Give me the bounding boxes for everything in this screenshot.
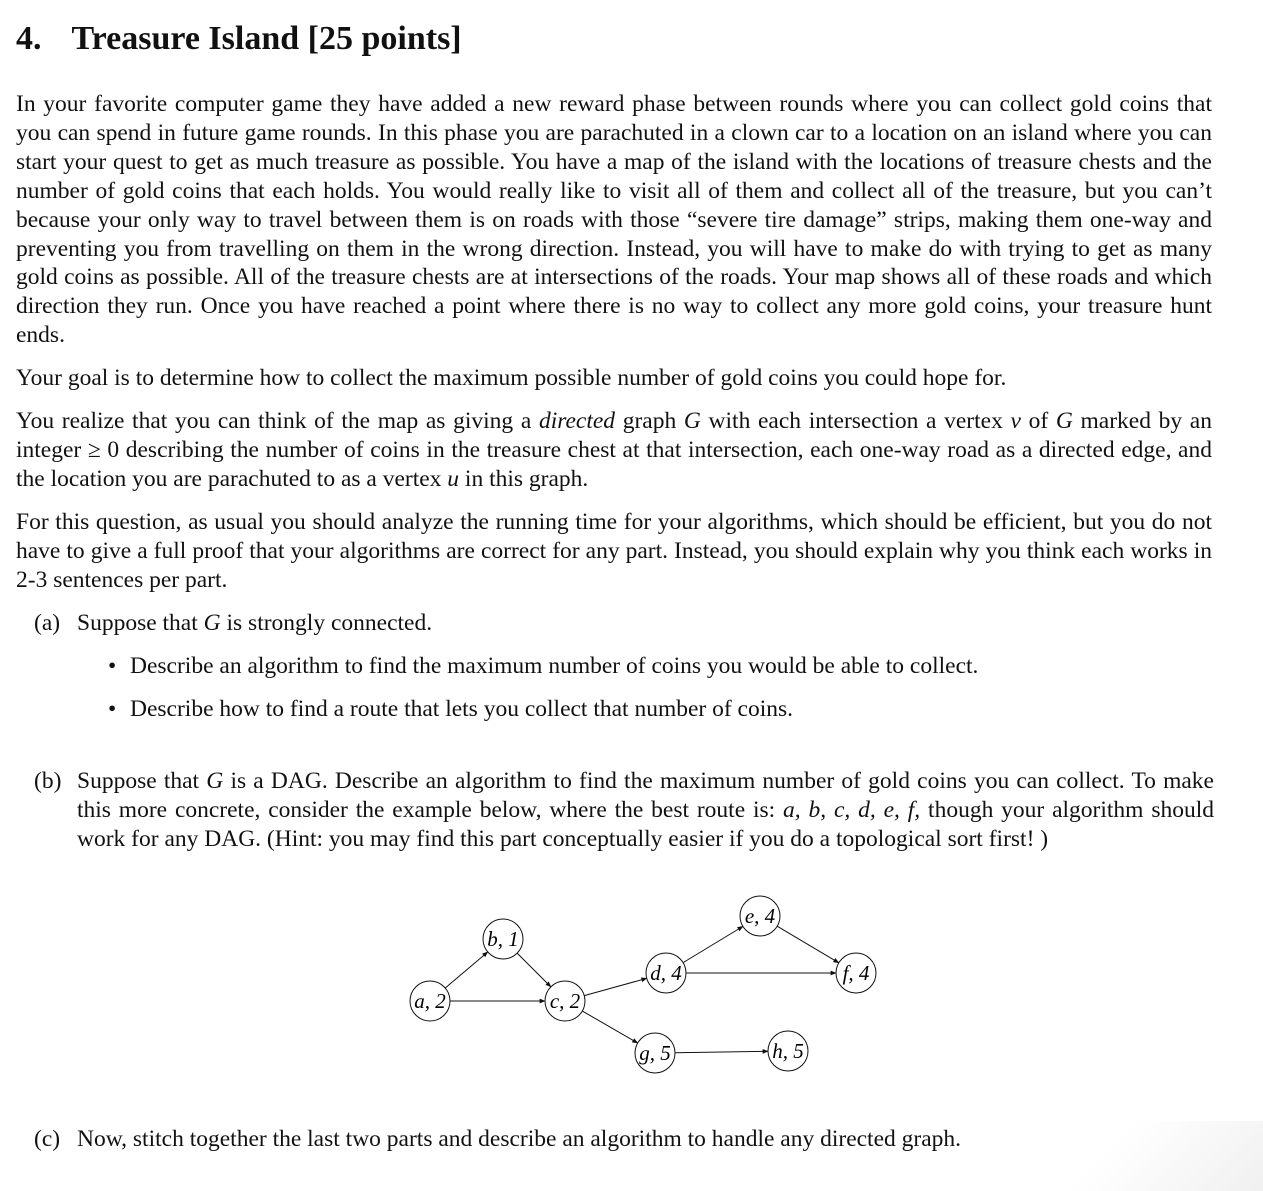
part-b-text xyxy=(77,767,1214,854)
graph-edge-b-c xyxy=(517,953,551,987)
graph-edge-e-f xyxy=(777,926,839,963)
model-text-6: in this graph. xyxy=(459,465,589,492)
graph-node-b xyxy=(483,919,523,959)
bullet-dot-icon: • xyxy=(108,696,117,722)
part-b xyxy=(34,767,1214,854)
part-a-bullet-text: Describe how to find a route that lets you collect that number of coins. xyxy=(130,696,794,722)
part-a-text xyxy=(77,609,1214,638)
graph-edge-c-g xyxy=(582,1011,637,1043)
page-corner-shadow xyxy=(1003,1121,1263,1191)
part-a-text-2: is strongly connected. xyxy=(220,610,433,636)
part-c-label: (c) xyxy=(34,1126,61,1152)
math-u: u xyxy=(447,465,460,492)
problem-title: Treasure Island [25 points] xyxy=(71,20,462,57)
graph-node-c xyxy=(545,981,585,1021)
graph-node-label: h, 5 xyxy=(772,1039,804,1063)
graph-node-label: f, 4 xyxy=(842,961,870,985)
part-a-bullet xyxy=(108,652,978,681)
graph-edge-d-e xyxy=(683,926,743,962)
graph-edge-g-h xyxy=(675,1051,768,1052)
graph-node-label: c, 2 xyxy=(549,989,581,1013)
part-b-text-3: though your algorithm should work for any DAG. (Hint: you may find this part conceptually easier if you do a topological sort first! ) xyxy=(77,796,1214,852)
graph-node-e xyxy=(740,896,780,936)
math-G: G xyxy=(683,408,701,434)
part-b-label: (b) xyxy=(34,768,62,794)
part-b-text-1: Suppose that xyxy=(77,768,207,794)
part-a-text-1: Suppose that xyxy=(77,610,204,636)
part-a-bullet xyxy=(108,695,793,724)
graph-node-h xyxy=(768,1031,808,1071)
problem-heading xyxy=(16,20,462,58)
math-G: G xyxy=(203,610,221,636)
model-text-3: with each intersection a vertex xyxy=(700,408,1011,434)
part-a-label: (a) xyxy=(34,610,61,636)
bullet-dot-icon: • xyxy=(108,653,117,679)
graph-node-d xyxy=(646,953,686,993)
graph-node-a xyxy=(410,981,450,1021)
model-directed-word: directed xyxy=(538,408,616,434)
part-a-bullet-text: Describe an algorithm to find the maximum number of coins you would be able to collect. xyxy=(130,653,979,679)
graph-node-label: b, 1 xyxy=(487,927,519,951)
graph-node-g xyxy=(635,1033,675,1073)
math-G: G xyxy=(206,768,224,794)
model-text-2: graph xyxy=(615,408,684,434)
model-text-1: You realize that you can think of the map as giving a xyxy=(16,408,539,434)
dag-example-graph xyxy=(394,895,870,1080)
model-paragraph xyxy=(16,407,1212,494)
part-a xyxy=(34,609,1214,638)
part-c-text: Now, stitch together the last two parts and describe an algorithm to handle any directed graph. xyxy=(77,1126,962,1152)
graph-edge-c-d xyxy=(584,978,646,995)
part-b-text-2: is a DAG. Describe an algorithm to find the maximum number of gold coins you can collect. To make this more concrete, consider the example below, where the best route is: xyxy=(77,768,1214,823)
best-route: a, b, c, d, e, f, xyxy=(783,796,921,823)
model-text-5: marked by an integer ≥ 0 describing the number of coins in the treasure chest at that intersection, each one-way road as a directed edge, and the location you are parachuted to as a vertex xyxy=(16,408,1212,492)
model-text-4: of xyxy=(1020,408,1056,434)
graph-edge-a-b xyxy=(445,952,488,988)
analysis-paragraph: For this question, as usual you should analyze the running time for your algorithms, which should be efficient, but you do not have to give a full proof that your algorithms are correct for any part. Instead, you should explain why you think each works in 2-3 sentences per part. xyxy=(16,509,1212,593)
graph-node-label: d, 4 xyxy=(650,961,682,985)
math-G: G xyxy=(1055,408,1073,434)
graph-node-f xyxy=(836,953,876,993)
goal-paragraph: Your goal is to determine how to collect the maximum possible number of gold coins you could hope for. xyxy=(16,365,1007,391)
graph-node-label: a, 2 xyxy=(414,989,446,1013)
graph-node-label: g, 5 xyxy=(639,1041,671,1065)
math-v: v xyxy=(1010,408,1021,434)
graph-node-label: e, 4 xyxy=(744,904,776,928)
intro-paragraph: In your favorite computer game they have added a new reward phase between rounds where you can collect gold coins that you can spend in future game rounds. In this phase you are parachuted in a clown car to a location on an island where you can start your quest to get as much treasure as possible. You have a map of the island with the locations of treasure chests and the number of gold coins that each holds. You would really like to visit all of them and collect all of the treasure, but you can’t because your only way to travel between them is on roads with those “severe tire damage” strips, making them one-way and preventing you from travelling on them in the wrong direction. Instead, you will have to make do with trying to get as many gold coins as possible. All of the treasure chests are at intersections of the roads. Your map shows all of these roads and which direction they run. Once you have reached a point where there is no way to collect any more gold coins, your treasure hunt ends. xyxy=(16,91,1212,349)
problem-number: 4. xyxy=(16,20,42,57)
